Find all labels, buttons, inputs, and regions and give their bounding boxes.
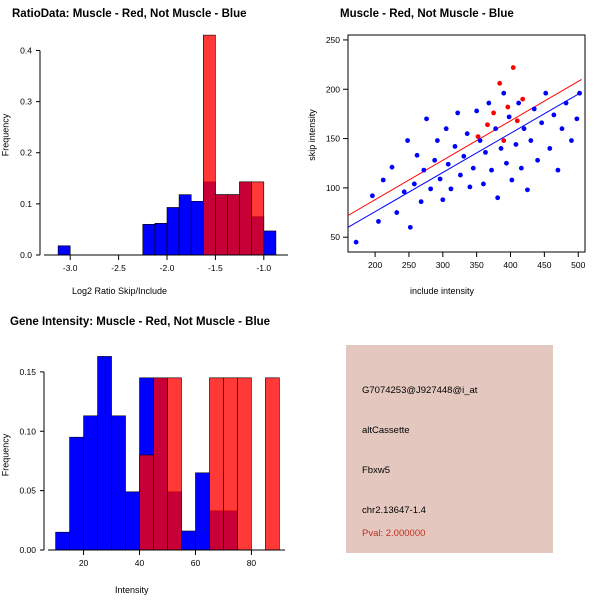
- panel-ratio-histogram: [0, 0, 300, 300]
- ratio-histogram-xlabel: Log2 Ratio Skip/Include: [72, 286, 168, 296]
- svg-text:450: 450: [537, 260, 552, 270]
- svg-text:0.3: 0.3: [20, 96, 32, 107]
- info-location: chr2.13647-1.4: [362, 505, 426, 516]
- svg-text:60: 60: [190, 558, 201, 568]
- gene-histogram-title: Gene Intensity: Muscle - Red, Not Muscle - Blue: [10, 316, 271, 328]
- svg-text:250: 250: [325, 34, 340, 45]
- svg-text:-3.0: -3.0: [62, 263, 78, 273]
- svg-text:0.00: 0.00: [19, 545, 36, 555]
- svg-text:200: 200: [367, 260, 383, 270]
- info-gene-symbol: Fbxw5: [362, 465, 390, 476]
- svg-text:-1.0: -1.0: [256, 263, 272, 273]
- svg-text:0.15: 0.15: [19, 366, 36, 377]
- ratio-histogram-plot: [0, 0, 300, 300]
- svg-text:0.2: 0.2: [20, 147, 32, 158]
- svg-text:-2.0: -2.0: [159, 263, 175, 273]
- svg-text:0.4: 0.4: [20, 45, 32, 56]
- ratio-histogram-ylabel: Frequency: [0, 113, 11, 157]
- svg-text:350: 350: [469, 260, 484, 270]
- svg-text:200: 200: [325, 84, 340, 95]
- svg-text:0.10: 0.10: [19, 426, 36, 437]
- svg-text:40: 40: [134, 558, 145, 568]
- svg-text:80: 80: [246, 558, 257, 568]
- svg-text:-2.5: -2.5: [111, 263, 126, 273]
- info-event-type: altCassette: [362, 425, 410, 436]
- gene-histogram-plot: [0, 300, 300, 600]
- gene-histogram-ylabel: Frequency: [0, 433, 11, 477]
- info-pval: Pval: 2.000000: [362, 528, 426, 539]
- gene-histogram-xlabel: Intensity: [115, 585, 149, 595]
- scatter-ylabel: skip intensity: [306, 109, 317, 161]
- svg-text:20: 20: [78, 558, 89, 568]
- scatter-plot: [300, 0, 600, 300]
- scatter-title: Muscle - Red, Not Muscle - Blue: [340, 8, 514, 20]
- svg-text:0.0: 0.0: [20, 250, 32, 260]
- svg-text:150: 150: [325, 133, 340, 144]
- svg-text:300: 300: [435, 260, 450, 270]
- panel-gene-histogram: [0, 300, 300, 600]
- svg-text:250: 250: [401, 260, 417, 270]
- svg-text:0.1: 0.1: [20, 198, 32, 209]
- info-probe-id: G7074253@J927448@i_at: [362, 385, 478, 396]
- scatter-xlabel: include intensity: [410, 286, 475, 296]
- svg-text:-1.5: -1.5: [208, 263, 223, 273]
- svg-text:400: 400: [503, 260, 518, 270]
- info-box: [346, 345, 553, 553]
- ratio-histogram-title: RatioData: Muscle - Red, Not Muscle - Blue: [12, 8, 247, 20]
- svg-text:500: 500: [571, 260, 586, 270]
- svg-text:100: 100: [325, 182, 340, 193]
- svg-text:0.05: 0.05: [19, 485, 36, 496]
- panel-info: [300, 300, 600, 600]
- svg-text:50: 50: [330, 232, 340, 243]
- panel-intensity-scatter: [300, 0, 600, 300]
